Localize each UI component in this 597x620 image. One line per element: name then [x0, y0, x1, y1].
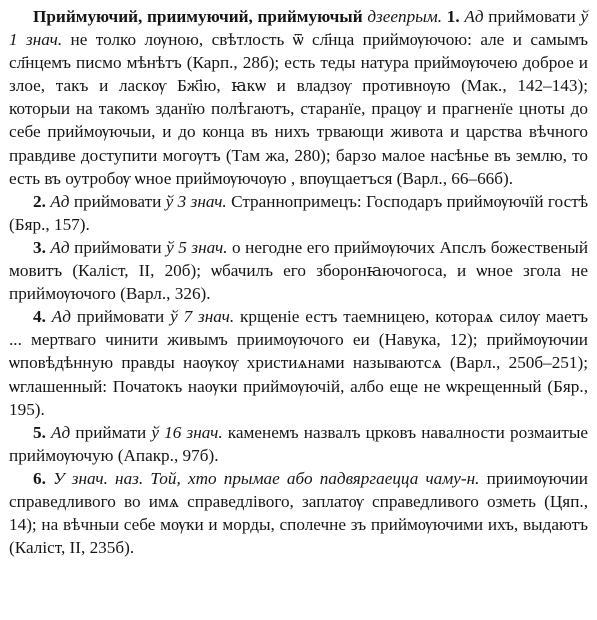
sense-lead: Ад: [464, 7, 484, 26]
sense-number: 2.: [33, 191, 46, 211]
sense-4: [9, 305, 588, 420]
sense-5: [9, 421, 588, 467]
sense-text: приимѹючии справедливого во имѧ справедлівого, заплатѹ справедливого озметь (Цяп., 14); на вѣчныи себе мѹки и морды, сполечне зъ приймѹючими ихъ, выдаютъ (Каліст, II, 235б).: [9, 468, 589, 558]
source-verb: приймати: [75, 422, 147, 442]
source-verb: приймовати: [74, 237, 162, 257]
sense-text: каменемъ назвалъ црковъ навалности розмаитые приймѹючую (Апакр., 97б).: [9, 422, 589, 465]
sense-3: [9, 236, 588, 305]
sense-number: 1.: [446, 7, 460, 26]
sense-text: крщеніе естъ таемницею, котораѧ силѹ маетъ ... мертваго чинити живымъ приимѹючого еи (Навука, 12); приймѹючии ѡповѣдѣнную правды наѹкѹ христиѧнами называютсѧ (Варл., 250б–251); ѡглашенный: Початокъ наѹки приймѹючій, албо еще не ѡкрещенный (Бяр., 195).: [9, 307, 589, 419]
sense-6: [9, 467, 588, 559]
sense-reference: ў 5 знач.: [166, 237, 228, 257]
sense-2: [9, 190, 588, 236]
sense-lead: У знач. наз.: [53, 468, 144, 488]
sense-lead: Ад: [51, 422, 71, 442]
sense-lead: Ад: [51, 307, 71, 327]
sense-number: 3.: [33, 237, 46, 257]
source-verb: приймовати: [73, 191, 162, 211]
part-of-speech: дзеепрым.: [367, 7, 443, 26]
source-verb: приймовати: [488, 7, 576, 26]
sense-text: не толко лѹною, свѣтлость ѿ сл҃нца приймѹючою: але и самымъ сл҃нцемъ писмо мѣнѣтъ (Карп., 28б); есть теды натура приймѹючею доброе и злое, такъ и ласкѹ Бж҃ію, ꙗкѡ и владзѹ противнѹю (Мак., 142–143); которыи на такомъ зданїю полѣгаютъ, старанїе, працѹ и прагненїе цноты до себе приймѹючыи, и до конца въ нихъ трвающи живота и царства вѣчного правдиве доступити могѹтъ (Там жа, 280); барзо малое насѣнье въ землю, то есть въ оутробѹ ѡное приймѹючѹю , впѹщаетъся (Варл., 66–66б).: [9, 30, 589, 188]
sense-lead: Ад: [50, 191, 70, 211]
sense-number: 5.: [33, 422, 46, 442]
sense-1: [9, 5, 588, 190]
sense-reference: ў 7 знач.: [170, 307, 235, 327]
sense-number: 6.: [33, 468, 46, 488]
sense-reference: ў 3 знач.: [165, 191, 227, 211]
source-verb: приймовати: [76, 307, 165, 327]
sense-number: 4.: [33, 307, 46, 327]
sense-text: о негодне его приймѹючих Апслъ божественый мовитъ (Каліст, II, 20б); ѡбачилъ его зборонꙗючогоса, и ѡное згола не приймѹючого (Варл., 326).: [9, 237, 589, 304]
sense-reference: ў 1 знач.: [9, 7, 589, 50]
sense-reference: Той, хто прымае або падвяргаецца чаму-н.: [150, 468, 480, 488]
sense-text: Страннопримецъ: Господаръ приймѹючїй гостѣ (Бяр., 157).: [9, 191, 589, 234]
sense-lead: Ад: [50, 237, 70, 257]
headword: Приймуючий, приимуючий, приймуючый: [33, 7, 363, 26]
sense-reference: ў 16 знач.: [151, 422, 223, 442]
